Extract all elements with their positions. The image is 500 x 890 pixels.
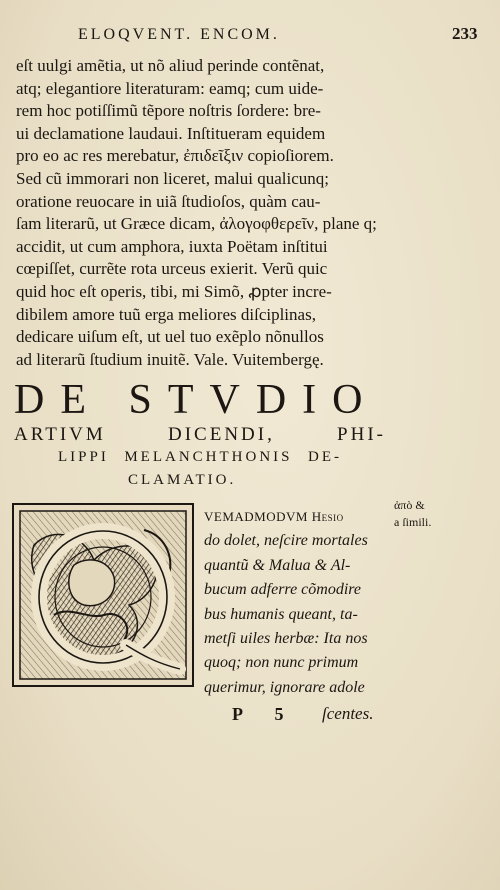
body-line: quid hoc eſt operis, tibi, mi Simõ, ꝓpter incre- (16, 281, 332, 301)
marginal-note (394, 497, 464, 531)
opening-line: quantũ & Malua & Al- (204, 556, 351, 574)
marginal-note-line: ἀπὸ & (394, 498, 425, 512)
opening-paragraph (204, 505, 386, 700)
woodcut-initial-illustration (14, 505, 192, 685)
section-subtitle-line: ARTIVM DICENDI, PHI- (14, 424, 386, 445)
catchword: ſcentes. (322, 704, 374, 723)
opening-line: quoq; non nunc primum (204, 654, 359, 672)
running-head: ELOQVENT. ENCOM. (78, 26, 280, 43)
body-line: Sed cũ immorari non liceret, malui qualicunq; (16, 168, 329, 188)
opening-line: metſi uiles herbæ: Ita nos (204, 629, 368, 647)
opening-line: querimur, ignorare adole (204, 678, 365, 696)
body-text (16, 55, 396, 371)
body-line: oratione reuocare in uiã ſtudioſos, quàm cau- (16, 191, 321, 211)
opening-line: VEMADMODVM Heſio (204, 509, 344, 524)
body-line: rem hoc potiſſimũ tẽpore noſtris ſordere: bre- (16, 101, 321, 121)
marginal-note-line: a ſimili. (394, 515, 432, 529)
body-line: dibilem amore tuũ erga meliores diſciplinas, (16, 304, 316, 324)
section-title: DE STVDIO (14, 377, 379, 423)
signature-mark: P 5 (232, 704, 298, 724)
body-line: dedicare uiſum eſt, ut uel tuo exẽplo nõnullos (16, 327, 324, 347)
body-line: cœpiſſet, currẽte rota urceus exierit. Verũ quic (16, 259, 328, 279)
decorated-initial-q (12, 503, 194, 687)
body-line: ſam literarũ, ut Græce dicam, ἀλογοφθερεῖν, plane q; (16, 214, 377, 234)
section-subtitle-line: CLAMATIO. (128, 472, 237, 488)
body-line: pro eo ac res merebatur, ἐπιδεῖξιν copioſiorem. (16, 146, 334, 166)
section-subtitle-line: LIPPI MELANCHTHONIS DE- (58, 449, 342, 465)
body-line: atq; elegantiore literaturam: eamq; cum uide- (16, 78, 324, 98)
folio-number: 233 (452, 24, 478, 43)
opening-line: bucum adferre cõmodire (204, 581, 361, 599)
body-line: ui declamatione laudaui. Inſtitueram equidem (16, 123, 326, 143)
body-line: accidit, ut cum amphora, iuxta Poëtam inſtitui (16, 236, 328, 256)
body-line: ad literarũ ſtudium inuitẽ. Vale. Vuitembergę. (16, 349, 324, 369)
opening-line: bus humanis queant, ta- (204, 605, 358, 623)
opening-line: do dolet, neſcire mortales (204, 532, 368, 550)
body-line: eſt uulgi amẽtia, ut nõ aliud perinde contẽnat, (16, 56, 325, 75)
